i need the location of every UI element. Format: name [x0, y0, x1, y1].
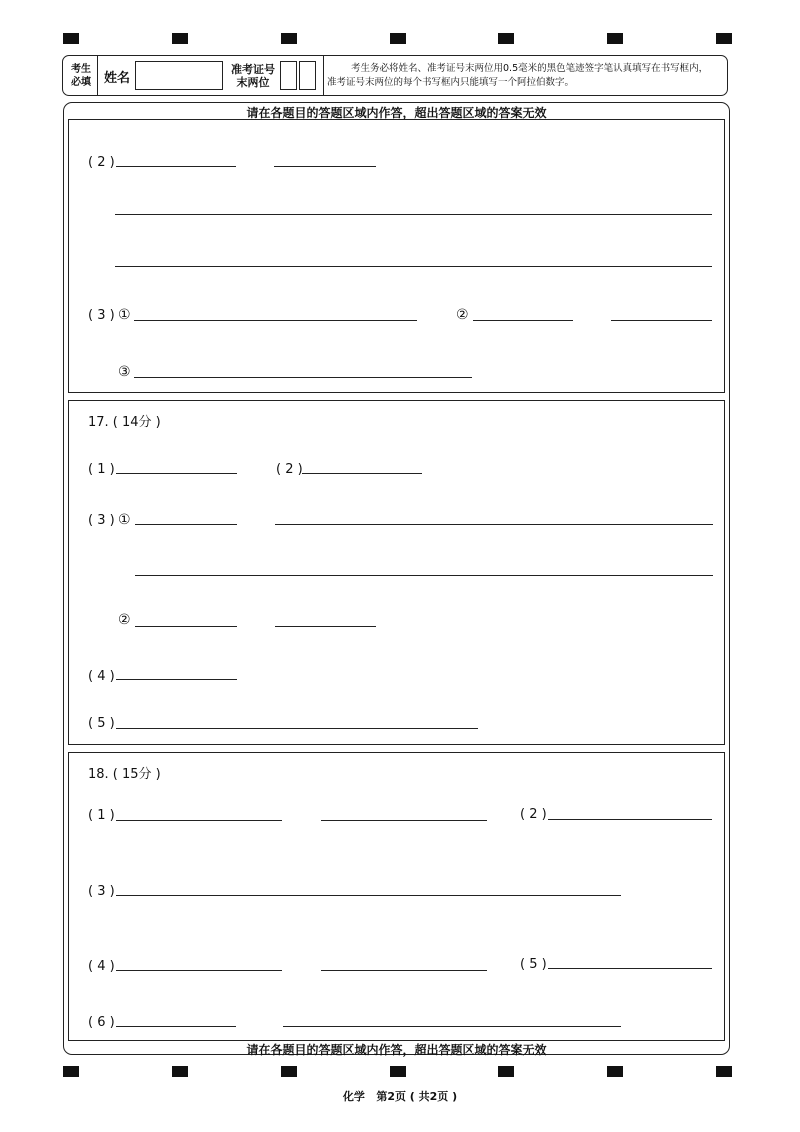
q18-part5-blank[interactable]: [548, 968, 712, 969]
q18-part1-blank-2[interactable]: [321, 820, 487, 821]
q18-part6-label: ( 6 ): [88, 1015, 115, 1030]
q16-part2-blank-2[interactable]: [274, 166, 376, 167]
q17-part3-blank-1b[interactable]: [275, 524, 713, 525]
q17-circle-2: ②: [118, 612, 131, 628]
q18-part6-blank-1[interactable]: [116, 1026, 236, 1027]
q18-part4-blank-2[interactable]: [321, 970, 487, 971]
q17-part3-label: ( 3 ): [88, 513, 115, 528]
q18-part2-blank[interactable]: [548, 819, 712, 820]
instructions: 考生务必将姓名、准考证号末两位用0.5毫米的黑色笔迹签字笔认真填写在书写框内， 准考证号末两位的每个书写框内只能填写一个阿拉伯数字。: [327, 63, 709, 88]
exam-id-label: 准考证号 末两位: [231, 63, 275, 89]
q16-part2-line-2[interactable]: [115, 266, 712, 267]
answer-area-notice-bottom: 请在各题目的答题区域内作答，超出答题区域的答案无效: [246, 1043, 547, 1057]
question-18-box: [68, 752, 725, 1041]
name-field[interactable]: [135, 61, 223, 90]
q17-part2-blank[interactable]: [302, 473, 422, 474]
timing-mark: [63, 33, 79, 44]
q18-part3-label: ( 3 ): [88, 884, 115, 899]
q16-part2-blank-1[interactable]: [116, 166, 236, 167]
q17-part5-blank[interactable]: [116, 728, 478, 729]
timing-mark: [172, 33, 188, 44]
q16-part3-blank-2a[interactable]: [473, 320, 573, 321]
exam-id-digit-2-field[interactable]: [299, 61, 316, 90]
q18-part5-label: ( 5 ): [520, 957, 547, 972]
timing-mark: [63, 1066, 79, 1077]
q16-circle-2: ②: [456, 307, 469, 323]
timing-mark: [607, 33, 623, 44]
q18-part4-blank-1[interactable]: [116, 970, 282, 971]
name-label: 姓名: [104, 71, 131, 86]
q16-part3-label: ( 3 ): [88, 308, 115, 323]
q16-part3-blank-1[interactable]: [134, 320, 417, 321]
timing-mark: [498, 33, 514, 44]
q17-part1-blank[interactable]: [116, 473, 237, 474]
q17-part5-label: ( 5 ): [88, 716, 115, 731]
q16-circle-1: ①: [118, 307, 131, 323]
timing-mark: [716, 1066, 732, 1077]
q16-part3-blank-2b[interactable]: [611, 320, 712, 321]
q17-circle-1: ①: [118, 512, 131, 528]
q18-part1-blank-1[interactable]: [116, 820, 282, 821]
q16-part3-blank-3[interactable]: [134, 377, 472, 378]
q17-part1-label: ( 1 ): [88, 462, 115, 477]
timing-mark: [281, 33, 297, 44]
q18-part4-label: ( 4 ): [88, 959, 115, 974]
timing-mark: [390, 1066, 406, 1077]
timing-mark: [172, 1066, 188, 1077]
question-17-box: [68, 400, 725, 745]
timing-mark: [607, 1066, 623, 1077]
q17-part3-blank-2b[interactable]: [275, 626, 376, 627]
answer-area-notice-top: 请在各题目的答题区域内作答，超出答题区域的答案无效: [246, 106, 547, 120]
page-footer: 化学 第2页 ( 共2页 ): [342, 1090, 458, 1103]
timing-mark: [498, 1066, 514, 1077]
timing-mark: [716, 33, 732, 44]
q18-part1-label: ( 1 ): [88, 808, 115, 823]
q17-part3-line-1c[interactable]: [135, 575, 713, 576]
q17-part4-blank[interactable]: [116, 679, 237, 680]
q16-part2-line-1[interactable]: [115, 214, 712, 215]
q17-part2-label: ( 2 ): [276, 462, 303, 477]
candidate-info-header: [62, 55, 728, 96]
q18-part3-blank[interactable]: [116, 895, 621, 896]
q16-circle-3: ③: [118, 364, 131, 380]
exam-id-digit-1-field[interactable]: [280, 61, 297, 90]
question-16-box: [68, 119, 725, 393]
must-fill-label: 考生 必填: [71, 64, 91, 88]
q17-title: 17. ( 14分 ): [88, 415, 161, 430]
timing-mark: [281, 1066, 297, 1077]
q17-part3-blank-1a[interactable]: [135, 524, 237, 525]
q18-part6-blank-2[interactable]: [283, 1026, 621, 1027]
q16-part2-label: ( 2 ): [88, 155, 115, 170]
q17-part3-blank-2a[interactable]: [135, 626, 237, 627]
q18-part2-label: ( 2 ): [520, 807, 547, 822]
q17-part4-label: ( 4 ): [88, 669, 115, 684]
q18-title: 18. ( 15分 ): [88, 767, 161, 782]
timing-mark: [390, 33, 406, 44]
